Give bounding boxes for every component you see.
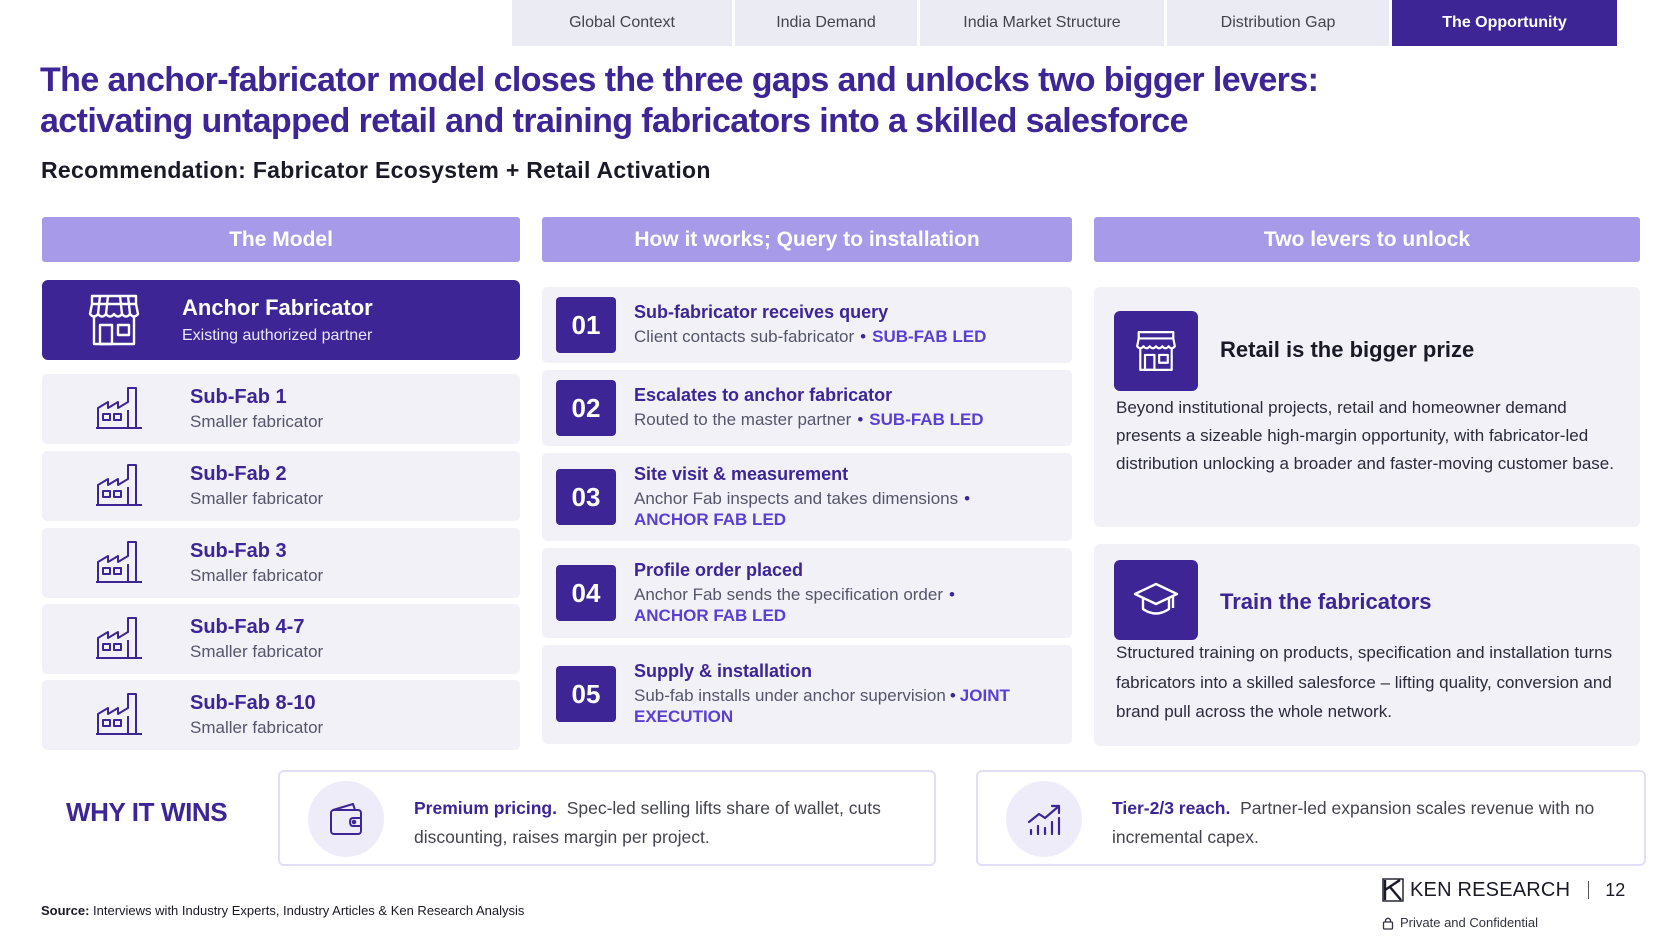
factory-icon [94,458,190,514]
step-desc: Client contacts sub-fabricator [634,327,855,346]
anchor-name: Anchor Fabricator [182,295,373,320]
step-title: Profile order placed [634,560,804,580]
list-item [42,604,520,674]
brand-divider [1588,881,1589,899]
sub-fab-desc: Smaller fabricator [190,412,324,431]
anchor-desc: Existing authorized partner [182,327,373,344]
list-item [42,451,520,521]
step-number: 02 [556,380,616,436]
column-header-levers: Two levers to unlock [1094,217,1640,262]
step-tag: ANCHOR FAB LED [634,606,787,625]
column-header-how: How it works; Query to installation [542,217,1072,262]
wallet-icon [308,781,384,857]
source-note [41,903,524,918]
page-subtitle: Recommendation: Fabricator Ecosystem + Retail Activation [41,157,711,183]
step-desc: Routed to the master partner [634,410,852,429]
sub-fab-desc: Smaller fabricator [190,489,324,508]
step-title: Supply & installation [634,661,813,681]
storefront-icon [86,290,182,350]
step-card-02: 02 Escalates to anchor fabricator Routed to the master partner • SUB-FAB LED [542,370,1072,446]
benefit-title: Premium pricing. [414,798,557,818]
list-item [42,680,520,750]
source-label: Source: [41,903,90,918]
benefit-card-pricing [278,770,936,866]
step-title: Site visit & measurement [634,464,849,484]
tab-india-demand[interactable]: India Demand [735,0,917,46]
lever-card-training [1094,544,1640,746]
page-number: 12 [1605,879,1626,900]
step-desc: Anchor Fab sends the specification order [634,585,944,604]
lever-title: Train the fabricators [1220,589,1432,614]
confidential-text: Private and Confidential [1400,915,1539,930]
factory-icon [94,381,190,437]
graduation-cap-icon [1114,560,1198,640]
why-it-wins-label: WHY IT WINS [66,797,228,827]
benefit-text: Partner-led expansion scales revenue with no incremental capex. [1112,798,1595,847]
step-card-05: 05 Supply & installation Sub-fab installs under anchor supervision • JOINT EXECUTION [542,645,1072,744]
step-title: Sub-fabricator receives query [634,302,889,322]
factory-icon [94,611,190,667]
list-item [42,374,520,444]
sub-fab-desc: Smaller fabricator [190,718,324,737]
growth-chart-icon [1006,781,1082,857]
ken-research-logo-icon [1382,878,1404,902]
step-tag: JOINT EXECUTION [634,686,1010,726]
tab-india-market-structure[interactable]: India Market Structure [920,0,1164,46]
step-desc: Sub-fab installs under anchor supervision [634,686,946,705]
step-desc: Anchor Fab inspects and takes dimensions [634,489,959,508]
step-tag: SUB-FAB LED [869,410,984,429]
lock-icon [1382,916,1394,930]
factory-icon [94,687,190,743]
benefit-title: Tier-2/3 reach. [1112,798,1231,818]
lever-text: Beyond institutional projects, retail and homeowner demand presents a sizeable high-margin opportunity, with fabricator-led distribution unlocking a broader and faster-moving customer base. [1116,398,1614,473]
benefit-text: Spec-led selling lifts share of wallet, cuts discounting, raises margin per project. [414,798,881,847]
sub-fab-desc: Smaller fabricator [190,566,324,585]
sub-fab-name: Sub-Fab 8-10 [190,692,316,714]
step-card-04: 04 Profile order placed Anchor Fab sends the specification order • ANCHOR FAB LED [542,548,1072,638]
tab-distribution-gap[interactable]: Distribution Gap [1167,0,1389,46]
step-number: 04 [556,565,616,621]
sub-fab-name: Sub-Fab 1 [190,386,287,408]
step-tag: SUB-FAB LED [872,327,987,346]
sub-fab-desc: Smaller fabricator [190,642,324,661]
list-item [42,528,520,598]
section-tabs [512,0,1617,46]
step-title: Escalates to anchor fabricator [634,385,893,405]
page-title: The anchor-fabricator model closes the three gaps and unlocks two bigger levers: activating untapped retail and training fabricators into a skilled salesforce [40,61,1319,140]
brand-block [1382,878,1625,902]
benefit-card-reach [976,770,1646,866]
column-header-model: The Model [42,217,520,262]
step-number: 03 [556,469,616,525]
lever-title: Retail is the bigger prize [1220,337,1475,362]
factory-icon [94,535,190,591]
storefront-icon [1114,311,1198,391]
sub-fab-name: Sub-Fab 2 [190,463,287,485]
source-text: Interviews with Industry Experts, Industry Articles & Ken Research Analysis [93,903,525,918]
lever-text: Structured training on products, specification and installation turns fabricators into a skilled salesforce – lifting quality, conversion and brand pull across the whole network. [1116,643,1613,721]
step-number: 05 [556,666,616,722]
brand-name: KEN RESEARCH [1410,878,1571,901]
step-tag: ANCHOR FAB LED [634,510,787,529]
step-card-01: 01 Sub-fabricator receives query Client contacts sub-fabricator • SUB-FAB LED [542,287,1072,363]
confidential-note [1382,915,1538,930]
tab-the-opportunity[interactable]: The Opportunity [1392,0,1617,46]
sub-fab-name: Sub-Fab 3 [190,540,287,562]
step-card-03: 03 Site visit & measurement Anchor Fab inspects and takes dimensions • ANCHOR FAB LED [542,453,1072,541]
anchor-fabricator-card [42,280,520,360]
lever-card-retail [1094,287,1640,527]
tab-global-context[interactable]: Global Context [512,0,732,46]
sub-fab-name: Sub-Fab 4-7 [190,616,305,638]
step-number: 01 [556,297,616,353]
